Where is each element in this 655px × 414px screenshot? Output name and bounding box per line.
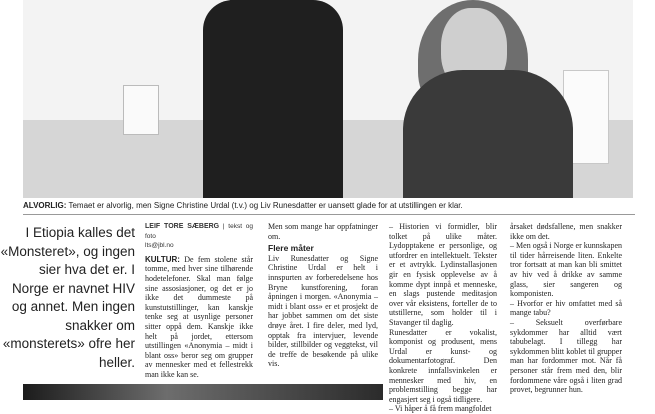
column-4-paragraph-1: årsaket dødsfallene, men snakker ikke om det. <box>510 222 622 241</box>
column-4-paragraph-3: – Hvorfor er hiv omfattet med så mange tabu? <box>510 298 622 318</box>
article-kicker: KULTUR: <box>145 254 180 264</box>
byline <box>145 222 253 241</box>
column-2-intro: Men som mange har oppfatninger om. <box>268 222 378 241</box>
article-column-2 <box>268 222 378 369</box>
article-column-3 <box>389 222 497 414</box>
caption-text: Temaet er alvorlig, men Signe Christine Urdal (t.v.) og Liv Runesdatter er uansett glade for at utstillingen er klar. <box>68 201 463 210</box>
column-4-paragraph-4: – Seksuelt overførbare sykdommer har alltid vært tabubelagt. I tillegg har sykdommen blitt koblet til grupper man har fordommer mot. Når få personer står frem med den, blir fordommene våre også i liten grad provet, begrunner hun. <box>510 317 622 395</box>
pull-quote: I Etiopia kalles det «Monsteret», og ingen sier hva det er. I Norge er navnet HIV og annet. Men ingen snakker om «monsterets» ofre her heller. <box>0 225 135 370</box>
byline-credit: | tekst og foto <box>145 223 253 240</box>
main-photo <box>23 0 633 198</box>
column-1-paragraph <box>145 255 253 380</box>
caption-label: ALVORLIG: <box>23 201 67 210</box>
caption-rule <box>23 214 635 215</box>
byline-email: lts@jbl.no <box>145 242 174 250</box>
byline-author: LEIF TORE SÆBERG <box>145 223 220 230</box>
column-4-paragraph-2: – Men også i Norge er kunnskapen til tider hårreisende liten. Enkelte tror fortsatt at man kan bli smittet av hiv ved å drikke av samme glass, sier sangeren og komponisten. <box>510 241 622 299</box>
article-column-4 <box>510 222 622 395</box>
secondary-photo <box>23 384 383 400</box>
column-3-paragraph-2: Runesdatter er vokalist, komponist og produsent, mens Urdal er kunst- og dokumentarfotograf. Den konkrete innfallsvinkelen er mennesker med hiv, en problemstilling begge har engasjert seg i også tidligere. <box>389 327 497 404</box>
photo-plinth <box>123 85 159 135</box>
column-1-text: De fem stolene står tomme, med hver sine tilhørende hodetelefoner. Skal man følge sine assosiasjoner, og det er jo ikke det dummeste på kunstutstillinger, kan kanskje tenke seg at usynlige personer sitter oppå dem. Kanskje ikke helt på jordet, ettersom utstillingen «Anonymia – midt i blant oss» beror seg om grupper av mennesker med et fellestrekk man ikke kan se. <box>145 254 253 379</box>
column-3-paragraph-1: – Historien vi formidler, blir tolket på ulike måter. Lydopptakene er personlige, og utfordrer en intellektuelt. Tekster er et avtrykk. Lydinstallasjonen gir en fysisk opplevelse av å komme dypt innpå et menneske, en slags pustende meditasjon over vår eksistens, forteller de to utstillerne, som holder til i Stavanger til daglig. <box>389 222 497 327</box>
photo-person-left <box>203 0 343 198</box>
article-column-1 <box>145 222 253 380</box>
photo-caption <box>23 200 635 211</box>
photo-person-right <box>403 70 573 198</box>
subheading-flere-mater: Flere måter <box>268 243 314 254</box>
column-2-text: Liv Runesdatter og Signe Christine Urdal er helt i innspurten av forberedelsene hos Bryne kunstforening, foran åpningen i morgen. «Anonymia – midt i blant oss» er et prosjekt de har jobbet sammen om det siste drøye året. I fire deler, med lyd, opptak fra intervjuer, levende bilder, stillbilder og veggtekst, vil de treffe de besøkende på ulike vis. <box>268 253 378 369</box>
column-3-paragraph-3: – Vi håper å få frem mangfoldet <box>389 404 492 414</box>
